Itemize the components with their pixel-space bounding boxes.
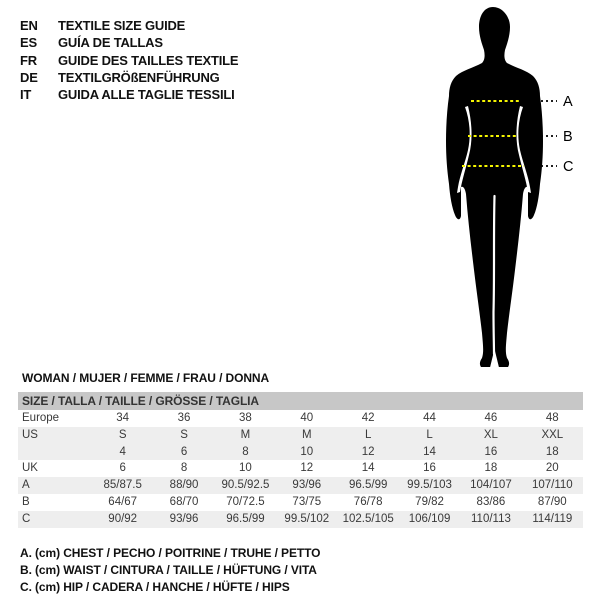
size-table-body — [18, 410, 583, 528]
marker-c-label: C — [563, 159, 574, 175]
size-cell: 20 — [545, 462, 559, 475]
size-row-us — [18, 427, 583, 444]
size-cell: XL — [483, 428, 498, 441]
row-label — [18, 444, 92, 461]
guide-title: GUIDE DES TAILLES TEXTILE — [58, 52, 239, 68]
guide-title: TEXTILE SIZE GUIDE — [58, 18, 186, 33]
size-cell: XXL — [541, 428, 564, 441]
language-code: EN — [20, 18, 38, 33]
size-cell: 110/113 — [471, 512, 511, 525]
marker-b-label: B — [563, 129, 573, 145]
size-cell: 99.5/102 — [284, 512, 330, 525]
size-cell: S — [118, 428, 127, 441]
size-cell: 8 — [242, 445, 249, 458]
size-cell: 79/82 — [415, 495, 444, 508]
legend-line-a: A. (cm) CHEST / PECHO / POITRINE / TRUHE / PETTO — [20, 546, 321, 560]
size-cell: 18 — [545, 445, 559, 458]
size-cell: 68/70 — [169, 495, 199, 508]
size-cell: 48 — [545, 412, 559, 424]
size-cell: L — [364, 428, 372, 441]
size-cell: 93/96 — [292, 479, 322, 492]
size-cell: 38 — [239, 412, 252, 424]
legend-line-c: C. (cm) HIP / CADERA / HANCHE / HÜFTE / HIPS — [20, 580, 290, 595]
language-code: IT — [20, 87, 32, 103]
size-row-c — [18, 511, 583, 528]
size-cell: 96.5/99 — [349, 479, 388, 492]
row-label: C — [22, 512, 31, 525]
legend-line-b: B. (cm) WAIST / CINTURA / TAILLE / HÜFTUNG / VITA — [20, 563, 317, 578]
size-cell: 16 — [423, 462, 436, 475]
size-cell: 90/92 — [108, 512, 138, 525]
size-row-europe — [18, 410, 583, 427]
size-cell: 10 — [239, 462, 252, 475]
size-table-header: SIZE / TALLA / TAILLE / GRÖSSE / TAGLIA — [18, 392, 583, 410]
size-cell: 73/75 — [292, 495, 322, 508]
row-label: B — [22, 495, 30, 508]
size-cell: 104/107 — [470, 479, 512, 492]
size-cell: 107/110 — [531, 479, 573, 492]
size-cell: 36 — [177, 412, 191, 424]
language-code: DE — [20, 69, 38, 85]
size-cell: 46 — [484, 412, 498, 424]
size-cell: 44 — [423, 412, 436, 424]
size-cell: 93/96 — [169, 512, 199, 525]
row-label: US — [22, 428, 38, 441]
size-cell: M — [302, 428, 312, 441]
size-cell: 14 — [423, 445, 436, 458]
guide-title: TEXTILGRÖßENFÜHRUNG — [58, 69, 220, 85]
size-cell: 64/67 — [108, 495, 138, 508]
size-cell: 76/78 — [353, 495, 383, 508]
size-table — [18, 392, 583, 528]
size-cell: 40 — [300, 412, 314, 424]
row-label: A — [22, 479, 30, 492]
size-cell: 18 — [484, 462, 498, 475]
size-cell: 6 — [180, 445, 188, 458]
section-title: WOMAN / MUJER / FEMME / FRAU / DONNA — [22, 371, 270, 385]
guide-title: GUIDA ALLE TAGLIE TESSILI — [58, 87, 235, 103]
size-cell: 42 — [361, 412, 375, 424]
size-cell: 34 — [116, 412, 130, 424]
language-code: FR — [20, 52, 37, 68]
size-cell: 70/72.5 — [226, 495, 265, 508]
size-cell: 12 — [300, 462, 314, 475]
marker-a-label: A — [563, 94, 573, 110]
size-cell: 114/119 — [532, 512, 573, 525]
leg-gap-line — [494, 196, 495, 354]
size-cell: 8 — [180, 462, 188, 475]
size-cell: 85/87.5 — [103, 479, 142, 492]
size-cell: L — [426, 428, 433, 441]
size-row-us-numeric — [18, 444, 583, 461]
size-cell: 4 — [119, 445, 126, 458]
size-cell: 106/109 — [408, 512, 451, 525]
size-row-uk — [18, 460, 583, 477]
guide-title: GUÍA DE TALLAS — [58, 35, 163, 51]
size-cell: 99.5/103 — [407, 479, 452, 492]
size-cell: 87/90 — [537, 495, 567, 508]
measurement-legend — [20, 545, 320, 597]
size-cell: 10 — [300, 445, 314, 458]
size-cell: M — [240, 428, 251, 441]
size-cell: 102.5/105 — [342, 512, 394, 525]
size-row-b — [18, 494, 583, 511]
size-cell: 6 — [119, 462, 126, 475]
size-cell: 90.5/92.5 — [221, 479, 270, 492]
size-cell: 83/86 — [476, 495, 506, 508]
size-cell: 14 — [361, 462, 375, 475]
size-cell: S — [180, 428, 188, 441]
language-code: ES — [20, 35, 37, 51]
size-row-a — [18, 477, 583, 494]
row-label: UK — [22, 462, 38, 475]
size-cell: 16 — [484, 445, 498, 458]
size-cell: 96.5/99 — [226, 512, 265, 525]
size-cell: 88/90 — [169, 479, 199, 492]
size-cell: 12 — [361, 445, 375, 458]
row-label: Europe — [22, 412, 60, 424]
